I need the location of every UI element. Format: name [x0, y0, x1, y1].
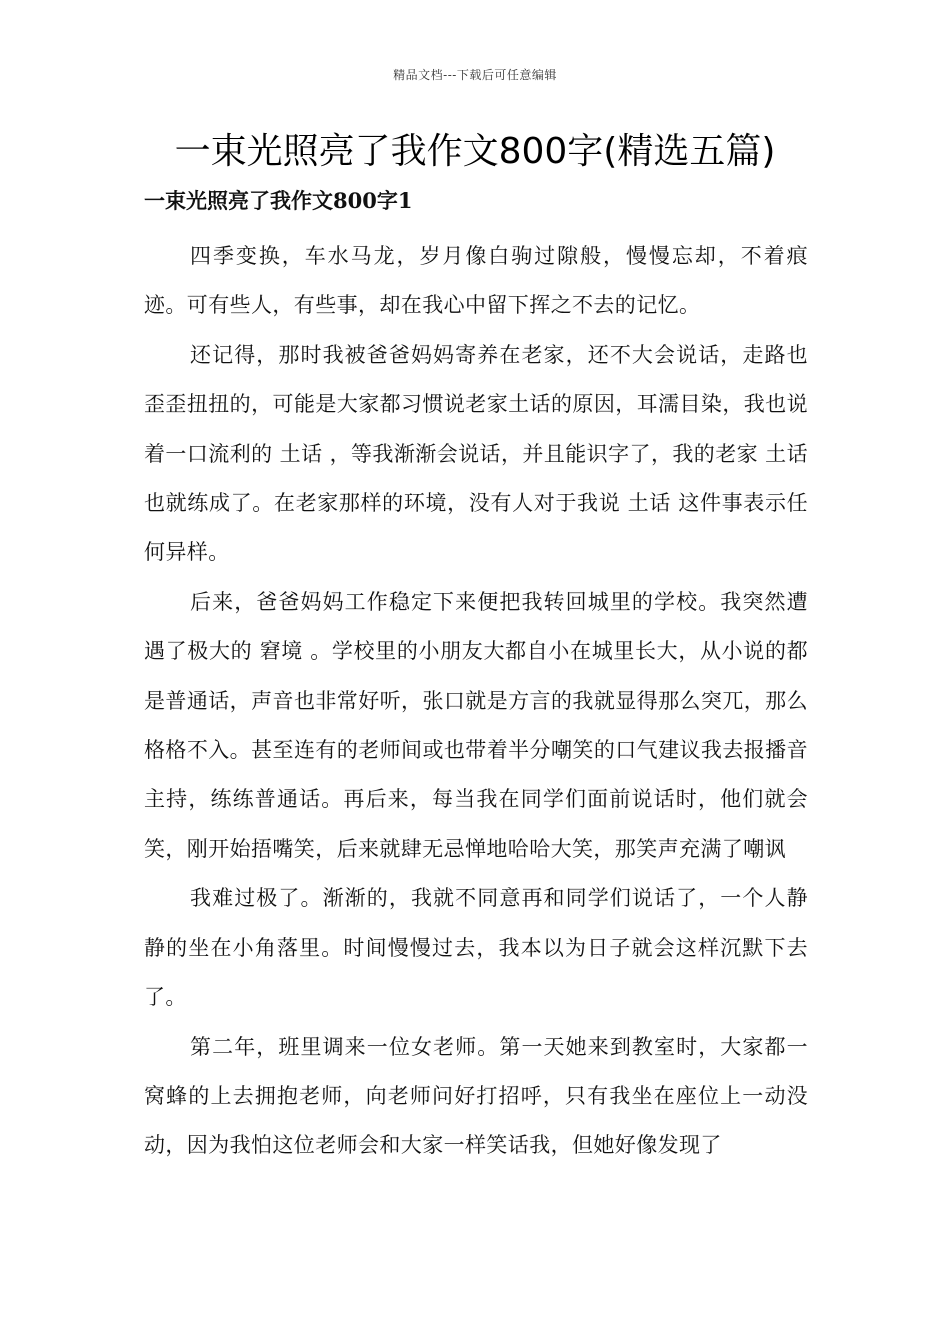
paragraph: 我难过极了。渐渐的，我就不同意再和同学们说话了，一个人静静的坐在小角落里。时间慢慢过去，我本以为日子就会这样沉默下去了。 — [144, 886, 808, 1010]
paragraph: 四季变换，车水马龙，岁月像白驹过隙般，慢慢忘却，不着痕迹。可有些人，有些事，却在我心中留下挥之不去的记忆。 — [144, 244, 808, 318]
paragraph: 第二年，班里调来一位女老师。第一天她来到教室时，大家都一窝蜂的上去拥抱老师，向老师问好打招呼，只有我坐在座位上一动没动，因为我怕这位老师会和大家一样笑话我，但她好像发现了 — [144, 1034, 808, 1158]
section-heading: 一束光照亮了我作文800字1 — [144, 188, 413, 213]
essay-body — [144, 232, 808, 1171]
document-title: 一束光照亮了我作文800字(精选五篇) — [174, 131, 776, 172]
paragraph: 还记得，那时我被爸爸妈妈寄养在老家，还不大会说话，走路也歪歪扭扭的，可能是大家都习惯说老家土话的原因，耳濡目染，我也说着一口流利的 土话 ，等我渐渐会说话，并且能识字了，我的老家 土话 也就练成了。在老家那样的环境，没有人对于我说 土话 这件事表示任何异样。 — [144, 342, 808, 565]
paragraph: 后来，爸爸妈妈工作稳定下来便把我转回城里的学校。我突然遭遇了极大的 窘境 。学校里的小朋友大都自小在城里长大，从小说的都是普通话，声音也非常好听，张口就是方言的我就显得那么突兀，那么格格不入。甚至连有的老师间或也带着半分嘲笑的口气建议我去报播音主持，练练普通话。再后来，每当我在同学们面前说话时，他们就会笑，刚开始捂嘴笑，后来就肆无忌惮地哈哈大笑，那笑声充满了嘲讽 — [144, 589, 808, 861]
header-note: 精品文档---下载后可任意编辑 — [393, 68, 557, 82]
